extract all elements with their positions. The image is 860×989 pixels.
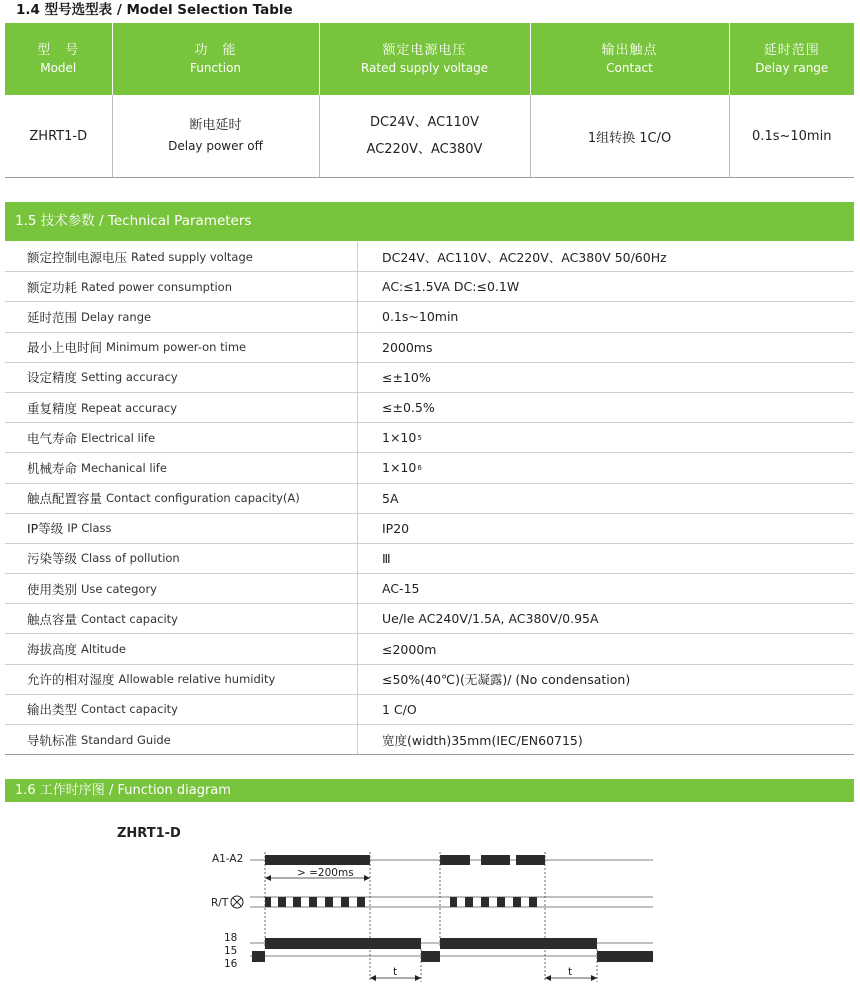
section-bar-technical-parameters: 1.5 技术参数 / Technical Parameters — [5, 202, 854, 241]
param-value — [358, 423, 854, 452]
param-value-text: 1×10 — [382, 460, 417, 476]
param-value-text: ≤±0.5% — [382, 400, 435, 416]
cell-function — [112, 95, 319, 178]
param-value — [358, 363, 854, 392]
param-label-cn: 额定功耗 — [27, 279, 78, 295]
param-value — [358, 393, 854, 422]
param-label — [5, 453, 358, 482]
function-cn: 断电延时 — [189, 118, 242, 133]
section-bar-function-diagram: 1.6 工作时序图 / Function diagram — [5, 779, 854, 802]
param-label-en: Electrical life — [81, 430, 156, 445]
param-label-cn: 允许的相对湿度 — [27, 672, 115, 688]
header-model: 型 号 Model — [5, 23, 112, 95]
param-value-text: ≤±10% — [382, 369, 431, 385]
param-value-text: 宽度(width)35mm(IEC/EN60715) — [382, 732, 583, 748]
table-row — [5, 363, 854, 393]
param-label — [5, 725, 358, 754]
param-label-cn: 机械寿命 — [27, 460, 78, 476]
param-label — [5, 604, 358, 633]
param-label-en: Contact capacity — [81, 611, 178, 626]
header-function: 功 能 Function — [112, 23, 319, 95]
param-value-text: Ue/Ie AC240V/1.5A, AC380V/0.95A — [382, 611, 599, 627]
model-selection-table — [5, 23, 854, 178]
table-row — [5, 544, 854, 574]
rt-pulse-group-2 — [450, 897, 537, 907]
param-label-cn: 海拔高度 — [27, 642, 78, 658]
param-label — [5, 574, 358, 603]
delay-label-t: t — [568, 966, 573, 978]
cell-voltage — [319, 95, 530, 178]
contact-16-on — [421, 951, 440, 962]
technical-parameters-table — [5, 242, 854, 755]
param-value-text: AC-15 — [382, 581, 420, 597]
cell-model: ZHRT1-D — [5, 95, 112, 178]
arrow-head-left — [545, 975, 551, 981]
param-label-cn: 重复精度 — [27, 400, 78, 416]
param-label-cn: 输出类型 — [27, 702, 78, 718]
param-label — [5, 665, 358, 694]
param-label-en: Contact capacity — [81, 702, 178, 717]
param-value-exponent: 5 — [417, 433, 422, 442]
param-value-text: 5A — [382, 490, 399, 506]
table-row — [5, 272, 854, 302]
param-label — [5, 484, 358, 513]
param-value-text: 1×10 — [382, 430, 417, 446]
voltage-line-2: AC220V、AC380V — [366, 142, 483, 157]
arrow-head-left — [265, 875, 271, 881]
param-label-cn: 触点配置容量 — [27, 491, 103, 507]
param-label — [5, 544, 358, 573]
table-row — [5, 634, 854, 664]
param-label-en: Delay range — [81, 309, 152, 324]
contact-18-on — [265, 938, 421, 949]
param-label-cn: 设定精度 — [27, 370, 78, 386]
param-label-en: Setting accuracy — [81, 370, 178, 385]
label-contact-18: 18 — [224, 932, 238, 944]
param-value — [358, 604, 854, 633]
param-value — [358, 725, 854, 754]
min-time-label: > =200ms — [297, 867, 354, 879]
param-label-cn: 额定控制电源电压 — [27, 249, 128, 265]
param-value — [358, 242, 854, 271]
param-value-text: AC:≤1.5VA DC:≤0.1W — [382, 279, 520, 295]
table-row — [5, 604, 854, 634]
param-label-en: Minimum power-on time — [106, 340, 247, 355]
param-value-text: ≤2000m — [382, 641, 437, 657]
delay-label-t: t — [393, 966, 398, 978]
param-label — [5, 242, 358, 271]
param-label-en: Class of pollution — [81, 551, 180, 566]
delay-reference-lines — [370, 946, 597, 982]
param-value — [358, 333, 854, 362]
a1a2-pulse — [481, 855, 510, 865]
param-value-text: 1 C/O — [382, 701, 417, 717]
param-label-en: IP Class — [67, 521, 112, 536]
table-row — [5, 393, 854, 423]
model-table-header — [5, 23, 854, 95]
param-value-text: 0.1s~10min — [382, 309, 459, 325]
param-value — [358, 695, 854, 724]
contact-16-on — [597, 951, 653, 962]
header-delay-range: 延时范围 Delay range — [729, 23, 854, 95]
param-label-en: Rated power consumption — [81, 279, 232, 294]
label-contact-15: 15 — [224, 945, 238, 957]
label-contact-16: 16 — [224, 958, 238, 970]
param-value-text: DC24V、AC110V、AC220V、AC380V 50/60Hz — [382, 249, 667, 265]
param-label-cn: 污染等级 — [27, 551, 78, 567]
param-label-en: Use category — [81, 581, 157, 596]
arrow-head-right — [591, 975, 597, 981]
param-label — [5, 333, 358, 362]
section-title-model-selection: 1.4 型号选型表 / Model Selection Table — [16, 2, 293, 18]
label-rt: R/T — [211, 897, 229, 909]
param-label — [5, 634, 358, 663]
function-timing-diagram — [0, 840, 860, 989]
param-label-en: Contact configuration capacity(A) — [106, 491, 300, 506]
table-row — [5, 725, 854, 755]
param-label-cn: 导轨标准 — [27, 732, 78, 748]
param-value — [358, 665, 854, 694]
param-label-en: Allowable relative humidity — [118, 672, 276, 687]
table-row — [5, 333, 854, 363]
param-label-cn: 延时范围 — [27, 309, 78, 325]
param-value — [358, 272, 854, 301]
param-label-cn: 触点容量 — [27, 611, 78, 627]
contact-16-on — [252, 951, 265, 962]
table-row — [5, 423, 854, 453]
rt-pulse-group-1 — [265, 897, 365, 907]
cell-contact: 1组转换 1C/O — [530, 95, 729, 178]
header-voltage: 额定电源电压 Rated supply voltage — [319, 23, 530, 95]
param-value — [358, 634, 854, 663]
param-label-en: Standard Guide — [81, 732, 171, 747]
param-label — [5, 393, 358, 422]
param-label-cn: 使用类别 — [27, 581, 78, 597]
param-label-en: Altitude — [81, 642, 126, 657]
diagram-model-label: ZHRT1-D — [117, 826, 181, 841]
param-label — [5, 423, 358, 452]
param-label — [5, 302, 358, 331]
table-row — [5, 453, 854, 483]
param-label-en: Rated supply voltage — [131, 249, 253, 264]
param-value-text: 2000ms — [382, 339, 433, 355]
header-contact: 输出触点 Contact — [530, 23, 729, 95]
table-row — [5, 95, 854, 178]
arrow-head-right — [364, 875, 370, 881]
param-value-exponent: 6 — [417, 463, 422, 472]
param-label — [5, 363, 358, 392]
voltage-line-1: DC24V、AC110V — [370, 115, 479, 130]
a1a2-pulse — [440, 855, 470, 865]
param-value-text: Ⅲ — [382, 550, 391, 566]
param-value — [358, 514, 854, 543]
param-value — [358, 484, 854, 513]
param-label-cn: IP等级 — [27, 521, 64, 537]
param-label — [5, 695, 358, 724]
param-value — [358, 302, 854, 331]
table-row — [5, 484, 854, 514]
param-label-cn: 最小上电时间 — [27, 340, 103, 356]
cell-delay-range: 0.1s~10min — [729, 95, 854, 178]
param-value — [358, 453, 854, 482]
a1a2-pulse — [516, 855, 545, 865]
a1a2-pulse — [265, 855, 370, 865]
label-a1a2: A1-A2 — [212, 853, 244, 865]
param-value — [358, 574, 854, 603]
param-value-text: IP20 — [382, 520, 410, 536]
table-row — [5, 665, 854, 695]
table-row — [5, 514, 854, 544]
param-label-cn: 电气寿命 — [27, 430, 78, 446]
arrow-head-right — [415, 975, 421, 981]
param-label-en: Mechanical life — [81, 460, 167, 475]
param-label — [5, 272, 358, 301]
table-row — [5, 695, 854, 725]
table-row — [5, 302, 854, 332]
param-label-en: Repeat accuracy — [81, 400, 178, 415]
param-label — [5, 514, 358, 543]
contact-18-on — [440, 938, 597, 949]
param-value — [358, 544, 854, 573]
function-en: Delay power off — [168, 139, 263, 153]
table-row — [5, 242, 854, 272]
table-row — [5, 574, 854, 604]
arrow-head-left — [370, 975, 376, 981]
rt-symbol-icon — [231, 896, 243, 908]
param-value-text: ≤50%(40℃)(无凝露)/ (No condensation) — [382, 672, 631, 688]
